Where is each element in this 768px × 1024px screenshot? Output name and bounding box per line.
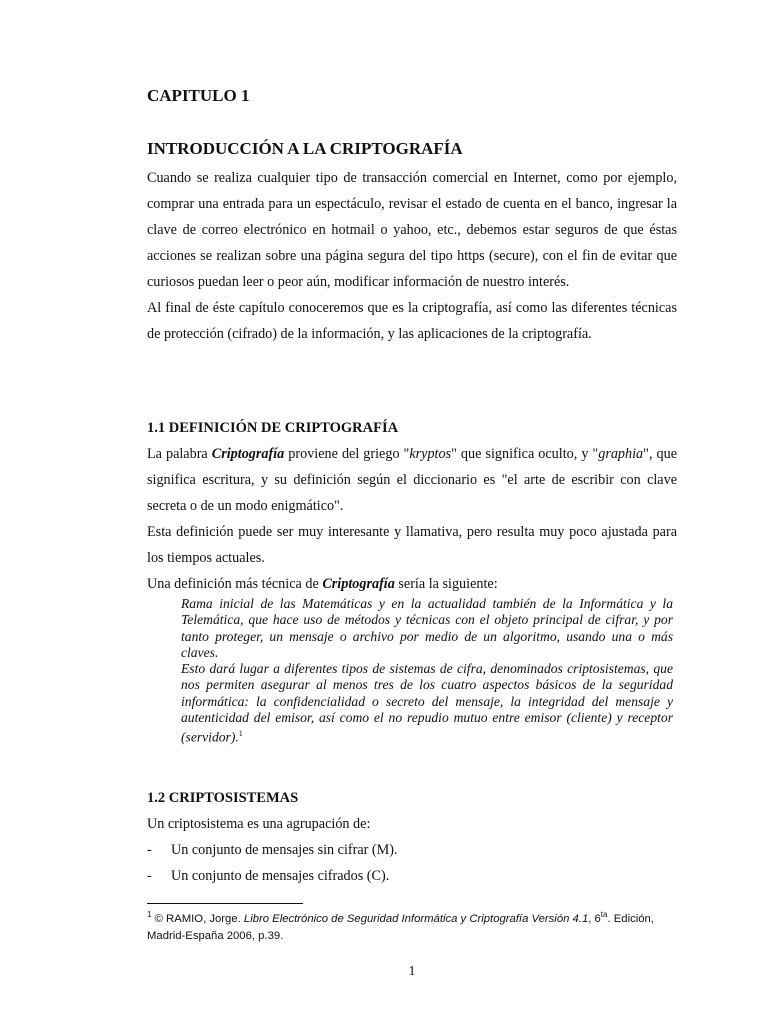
quote-paragraph-2	[181, 661, 673, 746]
intro-paragraph-2: Al final de éste capítulo conoceremos que es la criptografía, así como las diferentes técnicas de protección (cifrado) de la información, y las aplicaciones de la criptografía.	[147, 300, 677, 342]
intro-paragraph-1: Cuando se realiza cualquier tipo de transacción comercial en Internet, como por ejemplo, comprar una entrada para un espectáculo, revisar el estado de cuenta en el banco, ingresar la clave de correo electrónico en hotmail o yahoo, etc., debemos estar seguros de que éstas acciones se realizan sobre una página segura del tipo https (secure), con el fin de evitar que curiosos puedan leer o peor aún, modificar información de nuestro interés.	[147, 170, 677, 290]
footnote-reference[interactable]: 1	[238, 729, 243, 739]
definition-paragraph-2: Esta definición puede ser muy interesante y llamativa, pero resulta muy poco ajustada para los tiempos actuales.	[147, 524, 677, 566]
list-item-text: Un conjunto de mensajes sin cifrar (M).	[171, 842, 398, 858]
list-dash: -	[147, 842, 152, 858]
footnote-separator	[147, 903, 303, 904]
quote-paragraph-1: Rama inicial de las Matemáticas y en la actualidad también de la Informática y la Telemática, que hace uso de métodos y técnicas con el objeto principal de cifrar, y por tanto proteger, un mensaje o archivo por medio de un algoritmo, usando una o más claves.	[181, 596, 673, 660]
list-item	[147, 837, 677, 863]
text-run: . Edición, Madrid-España 2006, p.39.	[147, 912, 654, 942]
ordinal-suffix: ta	[600, 910, 608, 919]
footnote	[147, 906, 667, 945]
text-run: , 6	[588, 912, 601, 925]
term-criptografia-2: Criptografía	[322, 576, 395, 592]
text-run: sería la siguiente:	[394, 576, 498, 592]
text-run: Esto dará lugar a diferentes tipos de sistemas de cifra, denominados criptosistemas, que nos permiten asegurar al menos tres de los cuatro aspectos básicos de la seguridad informática: la confidencialidad o secreto del mensaje, la integridad del mensaje y autenticidad del emisor, así como el no repudio mutuo entre emisor (cliente) y receptor (servidor).	[181, 661, 673, 745]
section-heading-criptosistemas: 1.2 CRIPTOSISTEMAS	[147, 790, 299, 806]
text-run: " que significa oculto, y "	[451, 446, 599, 462]
criptosistemas-intro: Un criptosistema es una agrupación de:	[147, 816, 371, 832]
text-run: ", que significa escritura, y su definición según el diccionario es "el arte de escribir con clave secreta o de un modo enigmático".	[147, 446, 677, 514]
text-run: Una definición más técnica de	[147, 576, 323, 592]
chapter-heading: CAPITULO 1	[147, 86, 250, 105]
list-dash: -	[147, 868, 152, 884]
chapter-title: INTRODUCCIÓN A LA CRIPTOGRAFÍA	[147, 139, 463, 158]
footnote-book-title: Libro Electrónico de Seguridad Informática y Criptografía Versión 4.1	[243, 912, 589, 925]
term-graphia: graphia	[598, 446, 644, 462]
criptosistemas-section	[147, 811, 677, 889]
text-run: © RAMIO, Jorge.	[151, 912, 244, 925]
definition-paragraph-3	[147, 571, 677, 597]
list-item	[147, 863, 677, 889]
term-criptografia: Criptografía	[211, 446, 285, 462]
page-number: 1	[408, 964, 416, 979]
intro-section	[147, 165, 677, 347]
section-heading-definicion: 1.1 DEFINICIÓN DE CRIPTOGRAFÍA	[147, 420, 399, 436]
term-kryptos: kryptos	[409, 446, 452, 462]
list-item-text: Un conjunto de mensajes cifrados (C).	[171, 868, 390, 884]
definition-paragraph-1	[147, 441, 677, 519]
block-quote	[181, 596, 673, 746]
text-run: La palabra	[147, 446, 212, 462]
footnote-mark: 1	[147, 910, 152, 919]
text-run: proviene del griego "	[284, 446, 410, 462]
definition-section	[147, 441, 677, 597]
